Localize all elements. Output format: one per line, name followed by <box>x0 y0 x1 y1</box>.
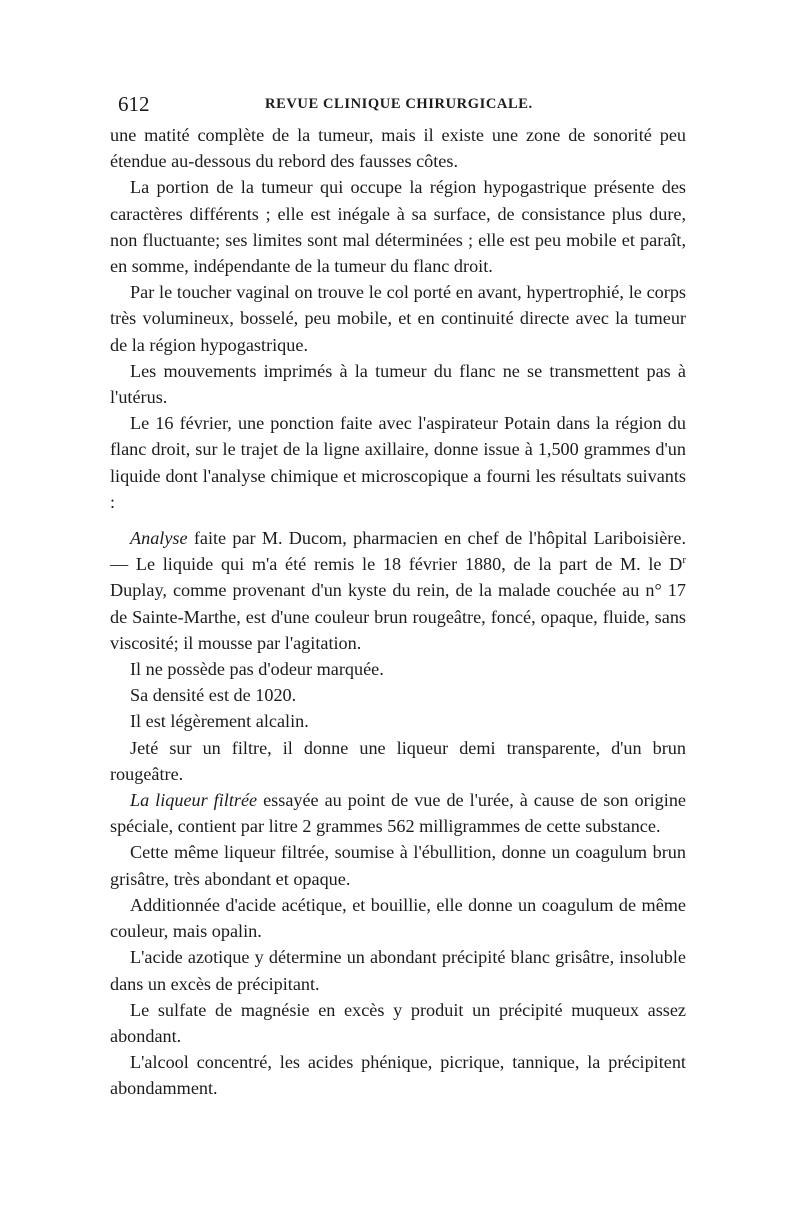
filtered-paragraph <box>110 787 686 839</box>
running-head: REVUE CLINIQUE CHIRURGICALE. <box>265 96 533 112</box>
filtered-text: essayée au point de vue de l'urée, à cause de son origine spéciale, contient par litre 2 grammes 562 milligrammes de cette substance. <box>110 790 686 837</box>
result-line: Il ne possède pas d'odeur marquée. <box>130 659 384 680</box>
book-page <box>110 92 686 1102</box>
page-number: 612 <box>118 92 150 116</box>
analysis-text-1: faite par M. Ducom, pharmacien en chef de l'hôpital Lariboisière. — Le liquide qui m'a été remis le 18 février 1880, de la part de M. le D <box>110 528 686 575</box>
result-line: Additionnée d'acide acétique, et bouillie, elle donne un coagulum de même couleur, mais opalin. <box>110 894 686 942</box>
paragraph: La portion de la tumeur qui occupe la région hypogastrique présente des caractères différents ; elle est inégale à sa surface, de consistance plus dure, non fluctuante; ses limites sont mal déterminées ; elle est peu mobile et paraît, en somme, indépendante de la tumeur du flanc droit. <box>110 177 686 277</box>
result-line: L'alcool concentré, les acides phénique, picrique, tannique, la précipitent abondamment. <box>110 1052 686 1099</box>
analysis-lead: Analyse <box>130 528 188 549</box>
analysis-text-2: Duplay, comme provenant d'un kyste du rein, de la malade couchée au n° 17 de Sainte-Marthe, est d'une couleur brun rougeâtre, foncé, opaque, fluide, sans viscosité; il mousse par l'agitation. <box>110 580 686 653</box>
page-header <box>110 92 686 120</box>
result-line: Sa densité est de 1020. <box>130 685 297 706</box>
paragraph: Les mouvements imprimés à la tumeur du flanc ne se transmettent pas à l'utérus. <box>110 360 686 408</box>
analysis-superscript: r <box>682 554 686 567</box>
result-line: Cette même liqueur filtrée, soumise à l'ébullition, donne un coagulum brun grisâtre, très abondant et opaque. <box>110 842 686 889</box>
section-gap <box>110 515 686 525</box>
paragraph: Le 16 février, une ponction faite avec l'aspirateur Potain dans la région du flanc droit, sur le trajet de la ligne axillaire, donne issue à 1,500 grammes d'un liquide dont l'analyse chimique et microscopique a fourni les résultats suivants : <box>110 413 686 512</box>
result-line: Il est légèrement alcalin. <box>130 711 309 732</box>
result-line: Jeté sur un filtre, il donne une liqueur demi transparente, d'un brun rougeâtre. <box>110 737 686 784</box>
analysis-paragraph <box>110 525 686 656</box>
filtered-lead: La liqueur filtrée <box>130 790 258 811</box>
result-line: Le sulfate de magnésie en excès y produit un précipité muqueux assez abondant. <box>110 999 686 1046</box>
result-line: L'acide azotique y détermine un abondant précipité blanc grisâtre, insoluble dans un excès de précipitant. <box>110 947 686 994</box>
paragraph: une matité complète de la tumeur, mais il existe une zone de sonorité peu étendue au-dessous du rebord des fausses côtes. <box>110 125 686 172</box>
body-text <box>110 122 686 1102</box>
paragraph: Par le toucher vaginal on trouve le col porté en avant, hypertrophié, le corps très volumineux, bosselé, peu mobile, et en continuité directe avec la tumeur de la région hypogastrique. <box>110 282 686 355</box>
